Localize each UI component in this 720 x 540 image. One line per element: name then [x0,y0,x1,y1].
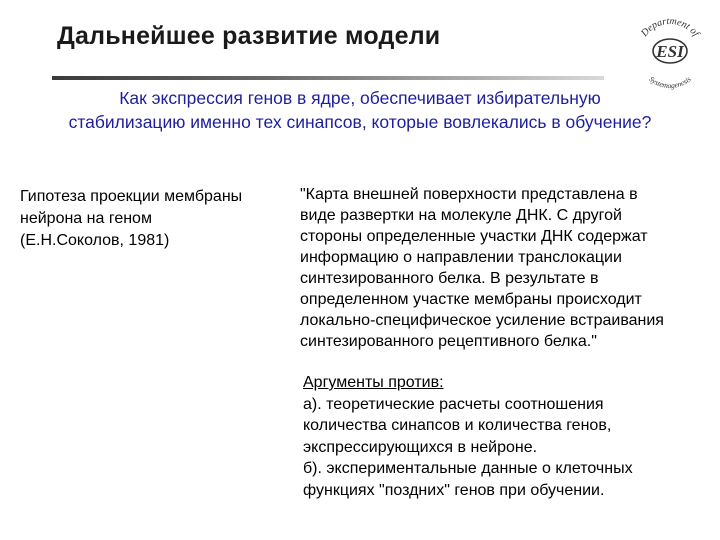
quote-line: виде развертки на молекуле ДНК. С другой [300,207,622,224]
counter-arguments [303,372,713,501]
quote-line: синтезированного рецептивного белка." [300,333,597,350]
logo-ring-bottom-text: Systemogenesis [647,74,693,90]
quote-line: определенном участке мембраны происходит [300,291,642,308]
hypothesis-quote [300,184,715,352]
quote-line: локально-специфическое усиление встраивания [300,312,664,329]
counter-arguments-heading: Аргументы против: [303,374,444,391]
logo-ring-top-text: Department of [639,15,702,39]
quote-line: "Карта внешней поверхности представлена в [300,186,638,203]
argument-line: количества синапсов и количества генов, [303,417,612,434]
quote-line: синтезированного белка. В результате в [300,270,599,287]
slide-title: Дальнейшее развитие модели [57,22,441,50]
argument-line: а). теоретические расчеты соотношения [303,395,604,413]
key-question [10,86,710,134]
quote-line: информацию о направлении транслокации [300,249,622,266]
question-line: стабилизацию именно тех синапсов, которые вовлекались в обучение? [68,112,652,132]
hypothesis-line: нейрона на геном [20,210,152,227]
title-divider [52,76,604,80]
department-logo [628,6,712,90]
argument-line: б). экспериментальные данные о клеточных [303,460,633,477]
hypothesis-line: Гипотеза проекции мембраны [20,188,243,205]
argument-line: экспрессирующихся в нейроне. [303,438,538,456]
argument-line: функциях "поздних" генов при обучении. [303,481,605,499]
hypothesis-author: (Е.Н.Соколов, 1981) [20,232,170,249]
logo-center-text: ESI [656,42,684,61]
svg-text:Department of [638,16,701,40]
quote-line: стороны определенные участки ДНК содержат [300,228,648,245]
hypothesis-caption [20,186,290,252]
question-line: Как экспрессия генов в ядре, обеспечивает избирательную [119,88,601,108]
